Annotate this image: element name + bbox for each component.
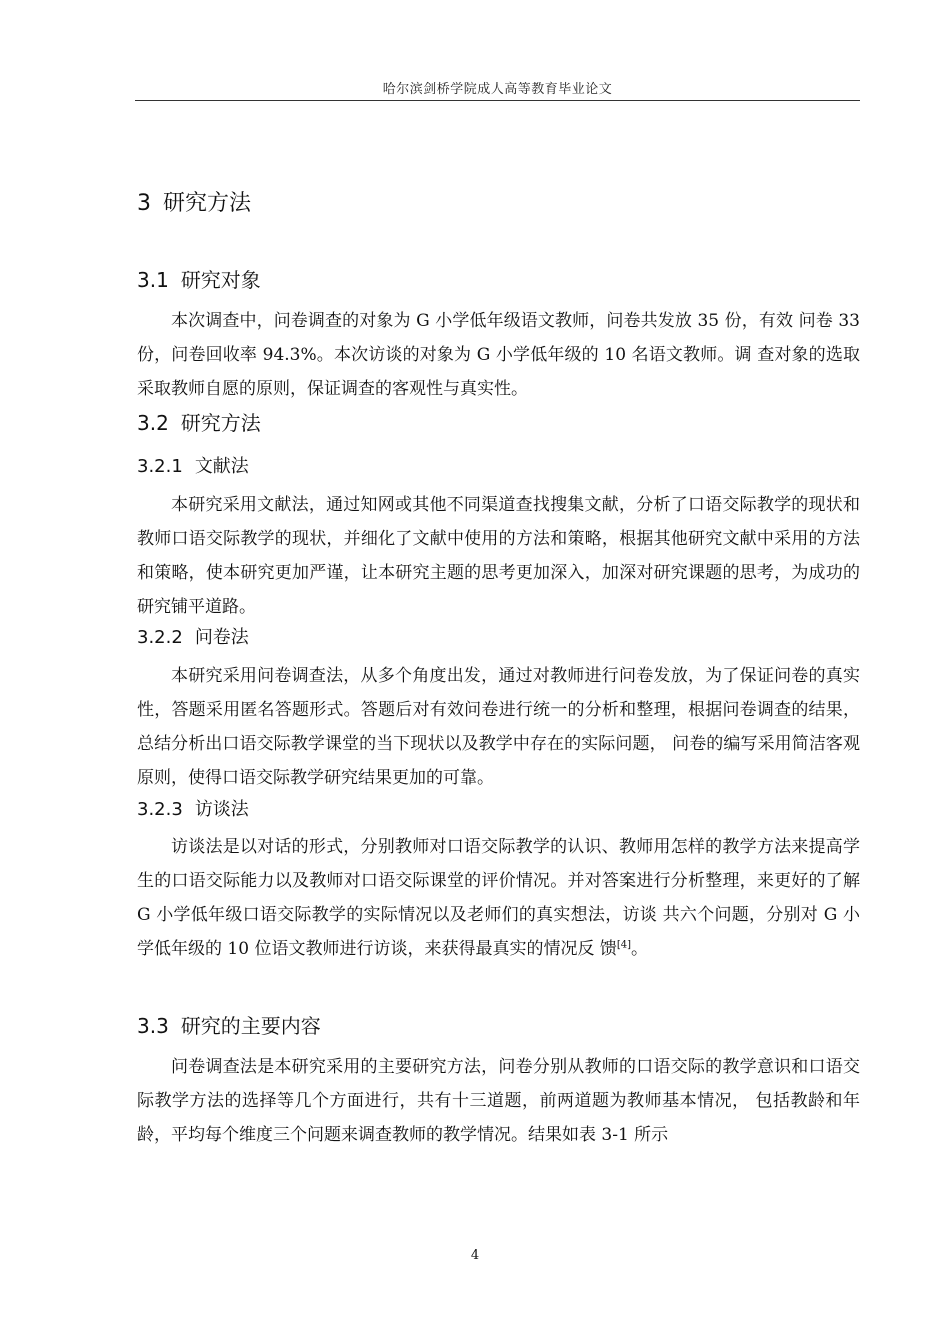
section-title: 研究的主要内容 <box>180 1014 321 1038</box>
section-number: 3.1 <box>137 268 169 292</box>
subsection-title: 访谈法 <box>194 799 249 820</box>
subsection-heading-3-2-1 <box>137 452 249 478</box>
citation-marker: [4] <box>616 939 632 951</box>
section-number: 3.3 <box>137 1014 169 1038</box>
paragraph-3-1: 本次调查中，问卷调查的对象为 G 小学低年级语文教师，问卷共发放 35 份，有效 问卷 33 份，问卷回收率 94.3%。本次访谈的对象为 G 小学低年级的 10 名语文教师。调 查对象的选取采取教师自愿的原则，保证调查的客观性与真实性。 <box>137 311 860 399</box>
chapter-heading <box>137 186 251 217</box>
paragraph-end: 。 <box>631 939 649 959</box>
paragraph-3-2-2: 本研究采用问卷调查法，从多个角度出发，通过对教师进行问卷发放，为了保证问卷的真实性，答题采用匿名答题形式。答题后对有效问卷进行统一的分析和整理，根据问卷调查的结果，总结分析出口语交际教学课堂的当下现状以及教学中存在的实际问题， 问卷的编写采用简洁客观原则，使得口语交际教学研究结果更加的可靠。 <box>137 666 860 788</box>
subsection-title: 问卷法 <box>194 627 249 648</box>
paragraph-3-2-3 <box>137 830 860 966</box>
subsection-number: 3.2.1 <box>137 456 183 477</box>
subsection-heading-3-2-2 <box>137 623 249 649</box>
paragraph-3-3: 问卷调查法是本研究采用的主要研究方法，问卷分别从教师的口语交际的教学意识和口语交际教学方法的选择等几个方面进行，共有十三道题，前两道题为教师基本情况， 包括教龄和年龄，平均每个维度三个问题来调查教师的教学情况。结果如表 3-1 所示 <box>137 1057 860 1145</box>
page-number: 4 <box>470 1248 480 1263</box>
paragraph-text: 访谈法是以对话的形式，分别教师对口语交际教学的认识、教师用怎样的教学方法来提高学生的口语交际能力以及教师对口语交际课堂的评价情况。并对答案进行分析整理，来更好的了解 G 小学低年级口语交际教学的实际情况以及老师们的真实想法，访谈 共六个问题，分别对 G 小学低年级的 10 位语文教师进行访谈，来获得最真实的情况反 馈 <box>137 837 860 959</box>
section-heading-3-2 <box>137 407 261 436</box>
subsection-title: 文献法 <box>194 456 249 477</box>
section-title: 研究方法 <box>180 411 261 435</box>
chapter-number: 3 <box>137 191 151 216</box>
subsection-number: 3.2.3 <box>137 799 183 820</box>
section-title: 研究对象 <box>180 268 261 292</box>
chapter-title: 研究方法 <box>163 191 252 216</box>
section-heading-3-1 <box>137 264 261 293</box>
section-heading-3-3 <box>137 1010 321 1039</box>
subsection-number: 3.2.2 <box>137 627 183 648</box>
section-number: 3.2 <box>137 411 169 435</box>
running-header: 哈尔滨剑桥学院成人高等教育毕业论文 <box>382 82 613 97</box>
subsection-heading-3-2-3 <box>137 795 249 821</box>
paragraph-3-2-1: 本研究采用文献法，通过知网或其他不同渠道查找搜集文献，分析了口语交际教学的现状和教师口语交际教学的现状，并细化了文献中使用的方法和策略，根据其他研究文献中采用的方法和策略，使本研究更加严谨，让本研究主题的思考更加深入，加深对研究课题的思考，为成功的研究铺平道路。 <box>137 495 860 617</box>
header-divider <box>135 100 860 101</box>
